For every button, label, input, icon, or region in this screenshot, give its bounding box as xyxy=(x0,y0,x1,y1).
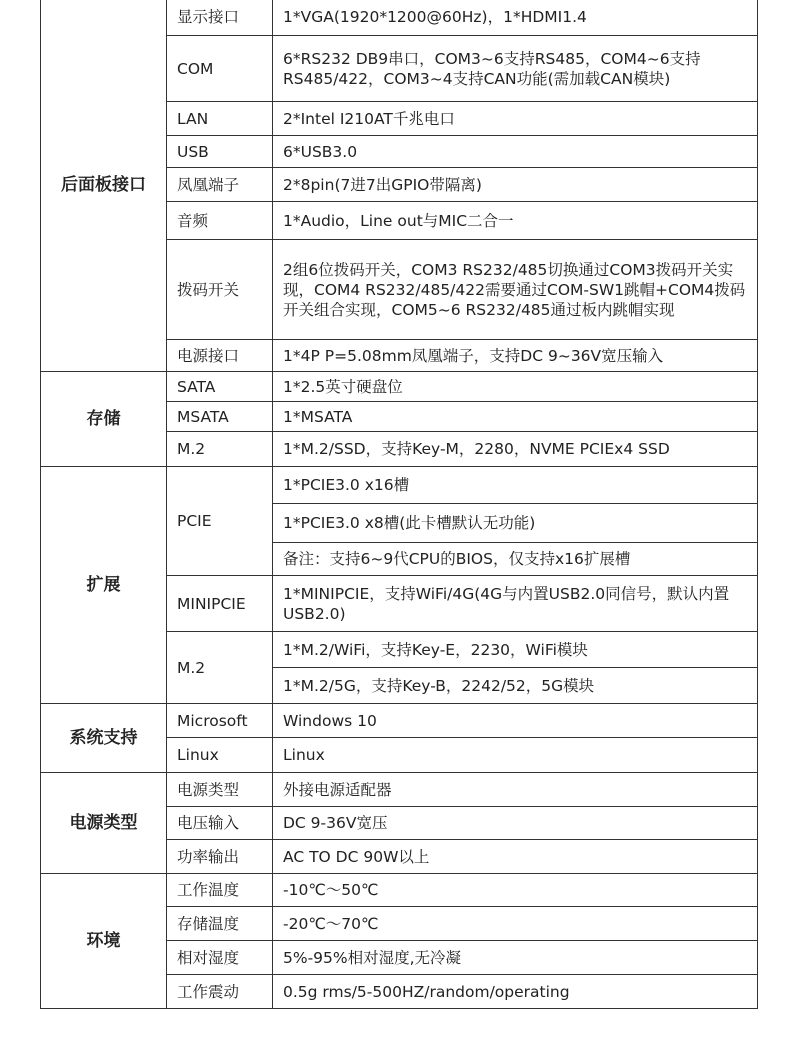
spec-value: 外接电源适配器 xyxy=(273,773,758,807)
spec-value: AC TO DC 90W以上 xyxy=(273,840,758,874)
spec-key: 存储温度 xyxy=(167,907,273,941)
table-row xyxy=(41,874,758,907)
spec-value: Windows 10 xyxy=(273,704,758,738)
spec-key: Microsoft xyxy=(167,704,273,738)
spec-value: 1*VGA(1920*1200@60Hz)，1*HDMI1.4 xyxy=(273,0,758,36)
category-cell: 扩展 xyxy=(41,467,167,704)
spec-key: 电压输入 xyxy=(167,807,273,840)
spec-value: DC 9-36V宽压 xyxy=(273,807,758,840)
category-cell: 存储 xyxy=(41,372,167,467)
spec-value: 1*2.5英寸硬盘位 xyxy=(273,372,758,402)
spec-key: 相对湿度 xyxy=(167,941,273,975)
spec-value: 1*MSATA xyxy=(273,402,758,432)
spec-key: M.2 xyxy=(167,432,273,467)
spec-key: 凤凰端子 xyxy=(167,168,273,202)
spec-key: 工作温度 xyxy=(167,874,273,907)
spec-value: 1*PCIE3.0 x16槽 xyxy=(273,467,758,504)
spec-key: 电源接口 xyxy=(167,340,273,372)
spec-key: MINIPCIE xyxy=(167,576,273,632)
table-row xyxy=(41,704,758,738)
spec-value: 0.5g rms/5-500HZ/random/operating xyxy=(273,975,758,1009)
spec-value: Linux xyxy=(273,738,758,773)
category-cell: 系统支持 xyxy=(41,704,167,773)
table-row xyxy=(41,372,758,402)
spec-table xyxy=(40,0,758,1009)
spec-value: -10℃～50℃ xyxy=(273,874,758,907)
category-cell: 环境 xyxy=(41,874,167,1009)
spec-key: 拨码开关 xyxy=(167,240,273,340)
spec-key: Linux xyxy=(167,738,273,773)
spec-value: 1*M.2/SSD，支持Key-M，2280，NVME PCIEx4 SSD xyxy=(273,432,758,467)
table-row xyxy=(41,773,758,807)
spec-value: 备注：支持6~9代CPU的BIOS，仅支持x16扩展槽 xyxy=(273,543,758,576)
spec-key: LAN xyxy=(167,102,273,136)
spec-value: 2*8pin(7进7出GPIO带隔离) xyxy=(273,168,758,202)
category-cell: 电源类型 xyxy=(41,773,167,874)
spec-key: M.2 xyxy=(167,632,273,704)
spec-key: SATA xyxy=(167,372,273,402)
table-row xyxy=(41,467,758,504)
spec-value: 1*M.2/5G，支持Key-B，2242/52，5G模块 xyxy=(273,668,758,704)
spec-value: 2组6位拨码开关，COM3 RS232/485切换通过COM3拨码开关实现，COM4 RS232/485/422需要通过COM-SW1跳帽+COM4拨码开关组合实现，COM5~6 RS232/485通过板内跳帽实现 xyxy=(273,240,758,340)
spec-value: 6*RS232 DB9串口，COM3~6支持RS485，COM4~6支持RS485/422，COM3~4支持CAN功能(需加载CAN模块) xyxy=(273,36,758,102)
spec-key: MSATA xyxy=(167,402,273,432)
spec-value: 1*MINIPCIE，支持WiFi/4G(4G与内置USB2.0同信号，默认内置USB2.0) xyxy=(273,576,758,632)
spec-value: 1*Audio，Line out与MIC二合一 xyxy=(273,202,758,240)
spec-value: 6*USB3.0 xyxy=(273,136,758,168)
spec-value: 1*4P P=5.08mm凤凰端子，支持DC 9~36V宽压输入 xyxy=(273,340,758,372)
category-cell: 后面板接口 xyxy=(41,0,167,372)
spec-key: 显示接口 xyxy=(167,0,273,36)
spec-key: 音频 xyxy=(167,202,273,240)
spec-value: 1*M.2/WiFi，支持Key-E，2230，WiFi模块 xyxy=(273,632,758,668)
spec-key: 电源类型 xyxy=(167,773,273,807)
spec-key: 功率输出 xyxy=(167,840,273,874)
table-row xyxy=(41,0,758,36)
spec-value: -20℃～70℃ xyxy=(273,907,758,941)
spec-value: 5%-95%相对湿度,无冷凝 xyxy=(273,941,758,975)
spec-key: 工作震动 xyxy=(167,975,273,1009)
spec-key: USB xyxy=(167,136,273,168)
spec-key: COM xyxy=(167,36,273,102)
spec-value: 2*Intel I210AT千兆电口 xyxy=(273,102,758,136)
spec-key: PCIE xyxy=(167,467,273,576)
spec-value: 1*PCIE3.0 x8槽(此卡槽默认无功能) xyxy=(273,504,758,543)
